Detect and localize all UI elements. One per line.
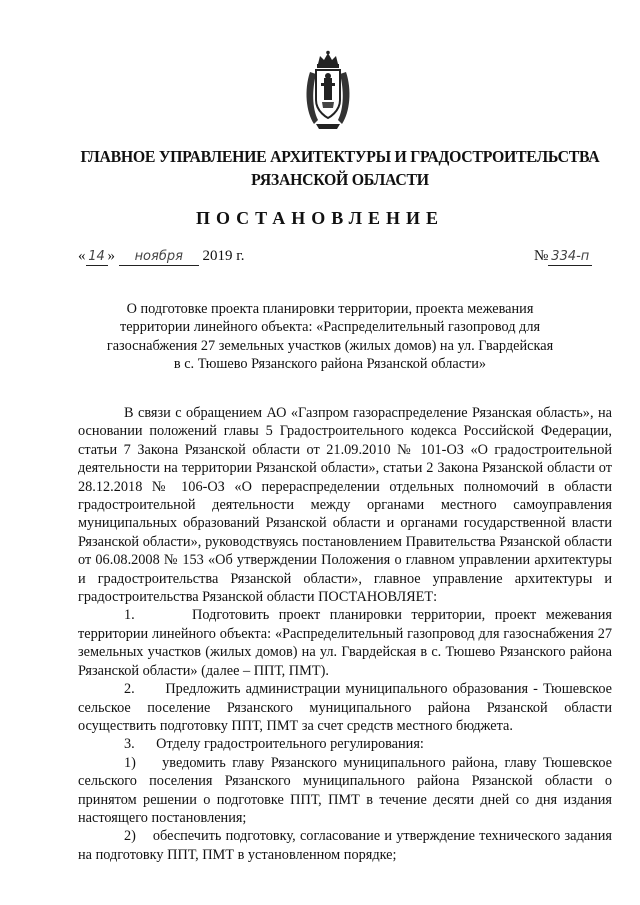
date-open-quote: « bbox=[78, 248, 86, 264]
item-1-paragraph: 1. Подготовить проект планировки территории, проект межевания территории линейного объекта: «Распределительный газопровод для газоснабжения 27 земельных участков (жилых домов) на ул. Гвардейская в с. Тюшево Рязанского района Рязанской области» (далее – ППТ, ПМТ). bbox=[78, 607, 612, 679]
subitem-2-paragraph: 2) обеспечить подготовку, согласование и утверждение технического задания на подготовку ППТ, ПМТ в установленном порядке; bbox=[78, 828, 612, 863]
number-value: 334-п bbox=[548, 249, 592, 266]
date-month: ноября bbox=[119, 249, 199, 266]
date-day: 14 bbox=[86, 249, 108, 266]
org-name-line1: ГЛАВНОЕ УПРАВЛЕНИЕ АРХИТЕКТУРЫ И ГРАДОСТРОИТЕЛЬСТВА bbox=[80, 147, 600, 166]
subject-line: в с. Тюшево Рязанского района Рязанской области» bbox=[173, 356, 487, 373]
number-sign: № bbox=[534, 248, 549, 264]
item-3-paragraph: 3. Отделу градостроительного регулирования: bbox=[124, 736, 424, 753]
coat-of-arms-icon bbox=[300, 50, 356, 130]
org-name-line2: РЯЗАНСКОЙ ОБЛАСТИ bbox=[251, 170, 429, 189]
date-close-quote: » bbox=[107, 248, 115, 264]
intro-paragraph: В связи с обращением АО «Газпром газораспределение Рязанская область», на основании положений главы 5 Градостроительного кодекса Российской Федерации, статьи 7 Закона Рязанской области от 21.09.2010 № 101-ОЗ «О градостроительной деятельности на территории Рязанской области», статьи 2 Закона Рязанской области от 28.12.2018 № 106-ОЗ «О перераспределении отдельных полномочий в области градостроительной деятельности между органами местного самоуправления муниципальных образований Рязанской области и органами государственной власти Рязанской области», руководствуясь постановлением Правительства Рязанской области от 06.08.2008 № 153 «Об утверждении Положения о главном управлении архитектуры и градостроительства Рязанской области», главное управление архитектуры и градостроительства Рязанской области ПОСТАНОВЛЯЕТ: bbox=[78, 405, 612, 606]
subitem-1-paragraph: 1) уведомить главу Рязанского муниципального района, главу Тюшевское сельского поселения Рязанского муниципального района Рязанской области о принятом решении о подготовке ППТ, ПМТ в течение десяти дней со дня издания настоящего постановления; bbox=[78, 754, 612, 826]
subject-line: О подготовке проекта планировки территории, проекта межевания bbox=[126, 301, 534, 317]
document-type-title: ПОСТАНОВЛЕНИЕ bbox=[195, 208, 445, 228]
subject-line: газоснабжения 27 земельных участков (жилых домов) на ул. Гвардейская bbox=[106, 337, 554, 354]
item-2-paragraph: 2. Предложить администрации муниципального образования - Тюшевское сельское поселение Рязанского муниципального района Рязанской области осуществить подготовку ППТ, ПМТ за счет средств местного бюджета. bbox=[78, 681, 612, 734]
subject-line: территории линейного объекта: «Распределительный газопровод для bbox=[119, 319, 541, 336]
document-date bbox=[78, 248, 244, 266]
document-body bbox=[78, 404, 612, 864]
document-subject bbox=[100, 300, 560, 374]
document-number bbox=[534, 248, 592, 266]
date-year: 2019 г. bbox=[202, 248, 245, 264]
